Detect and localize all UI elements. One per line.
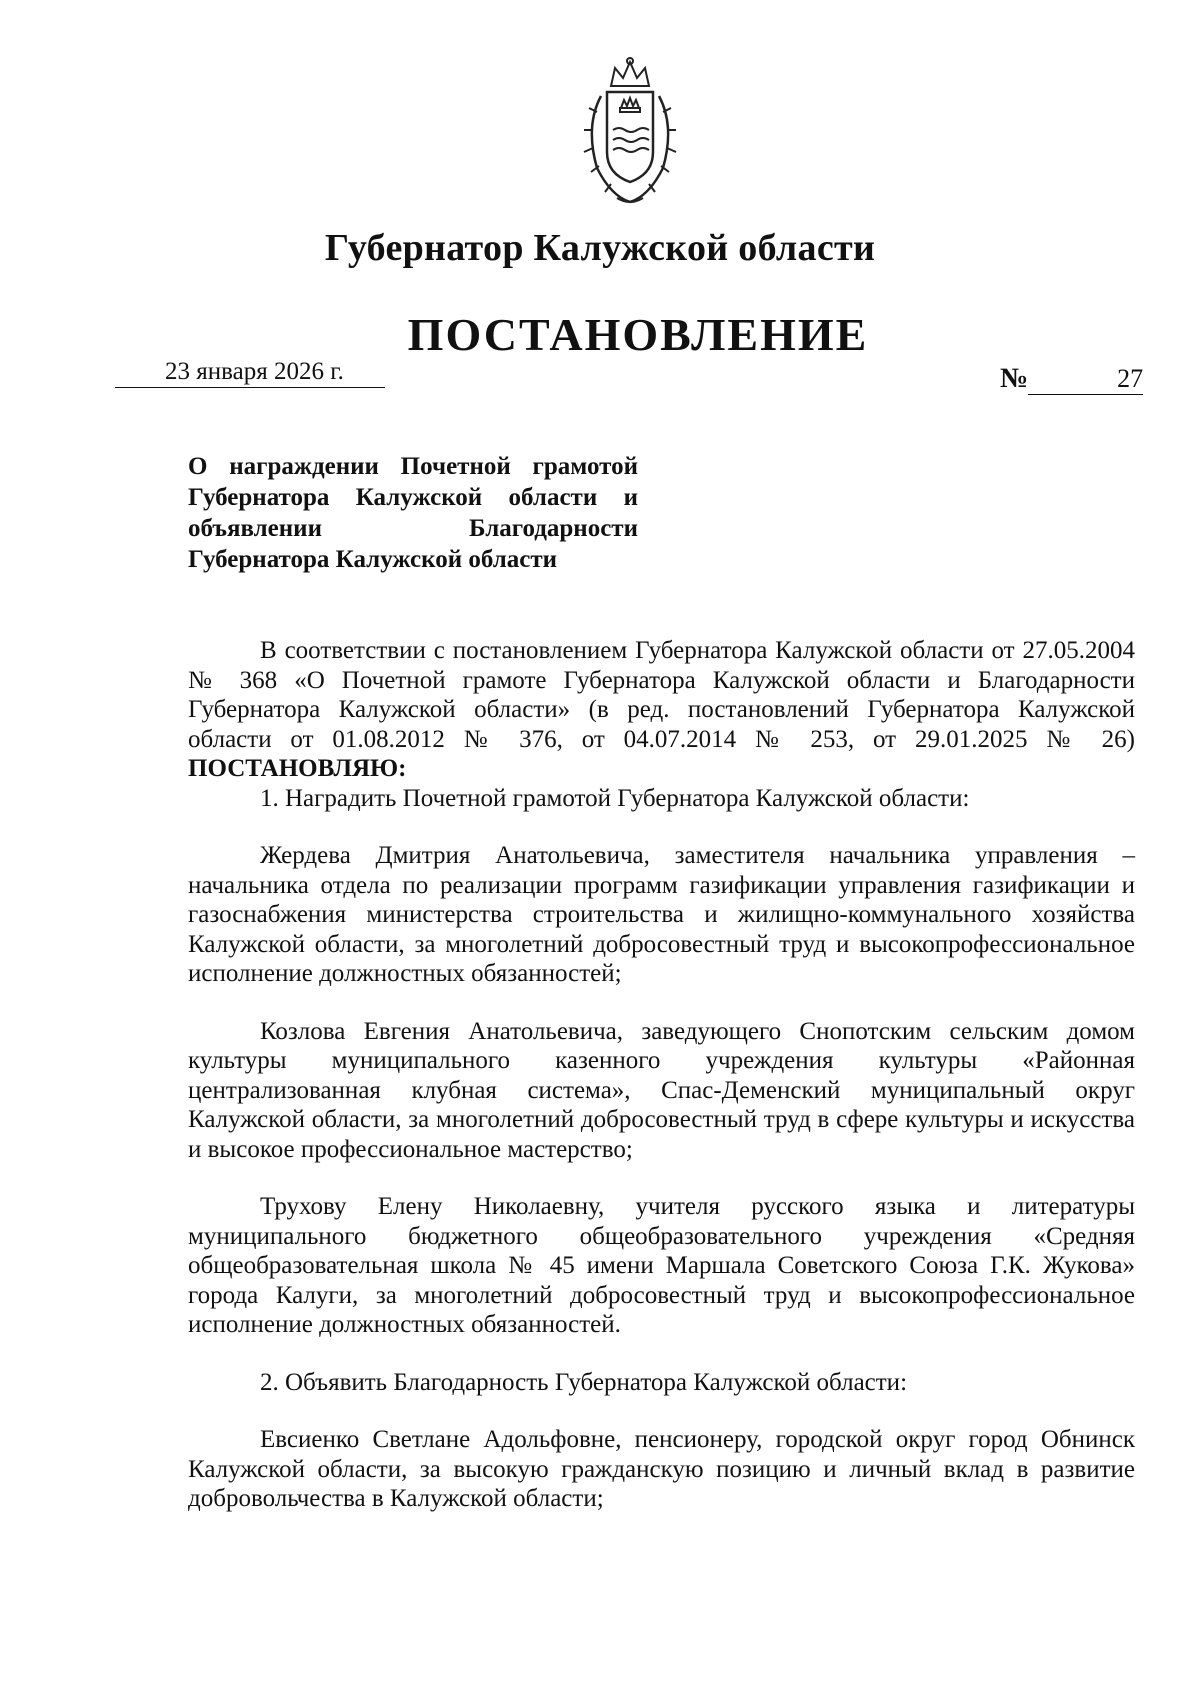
document-number-field: [1000, 364, 1160, 395]
document-subject: О награждении Почетной грамотой Губернатора Калужской области и объявлении Благодарности Губернатора Калужской области: [188, 453, 638, 573]
item-1-heading: 1. Наградить Почетной грамотой Губернатора Калужской области:: [260, 784, 970, 812]
decree-word: ПОСТАНОВЛЯЮ:: [188, 755, 407, 782]
coat-of-arms-emblem: [567, 56, 693, 208]
awardee-paragraph: Трухову Елену Николаевну, учителя русского языка и литературы муниципального бюджетного общеобразовательного учреждения «Средняя общеобразовательная школа № 45 имени Маршала Советского Союза Г.К. Жукова» города Калуги, за многолетний добросовестный труд и высокопрофессиональное исполнение должностных обязанностей.: [188, 1193, 1135, 1338]
issuing-authority: Губернатор Калужской области: [324, 227, 876, 269]
number-label: №: [1000, 363, 1029, 394]
gratitude-recipient-paragraph: Евсиенко Светлане Адольфовне, пенсионеру, городской округ город Обнинск Калужской области, за высокую гражданскую позицию и личный вклад в развитие добровольчества в Калужской области;: [188, 1426, 1135, 1512]
document-type-title: ПОСТАНОВЛЕНИЕ: [407, 309, 869, 360]
item-2-heading: 2. Объявить Благодарность Губернатора Калужской области:: [260, 1368, 908, 1396]
document-date: 23 января 2026 г.: [115, 357, 385, 388]
document-body: [188, 636, 1135, 1514]
awardee-paragraph: Козлова Евгения Анатольевича, заведующего Снопотским сельским домом культуры муниципального казенного учреждения культуры «Районная централизованная клубная система», Спас-Деменский муниципальный округ Калужской области, за многолетний добросовестный труд в сфере культуры и искусства и высокое профессиональное мастерство;: [188, 1017, 1135, 1163]
awardee-paragraph: Жердева Дмитрия Анатольевича, заместителя начальника управления – начальника отдела по реализации программ газификации управления газификации и газоснабжения министерства строительства и жилищно-коммунального хозяйства Калужской области, за многолетний добросовестный труд и высокопрофессиональное исполнение должностных обязанностей;: [188, 842, 1135, 987]
preamble-paragraph: [188, 636, 1135, 784]
document-number: 27: [1028, 364, 1143, 395]
preamble-text: В соответствии с постановлением Губернатора Калужской области от 27.05.2004 № 368 «О Почетной грамоте Губернатора Калужской области и Благодарности Губернатора Калужской области» (в ред. постановлений Губернатора Калужской области от 01.08.2012 № 376, от 04.07.2014 № 253, от 29.01.2025 № 26): [188, 637, 1135, 753]
